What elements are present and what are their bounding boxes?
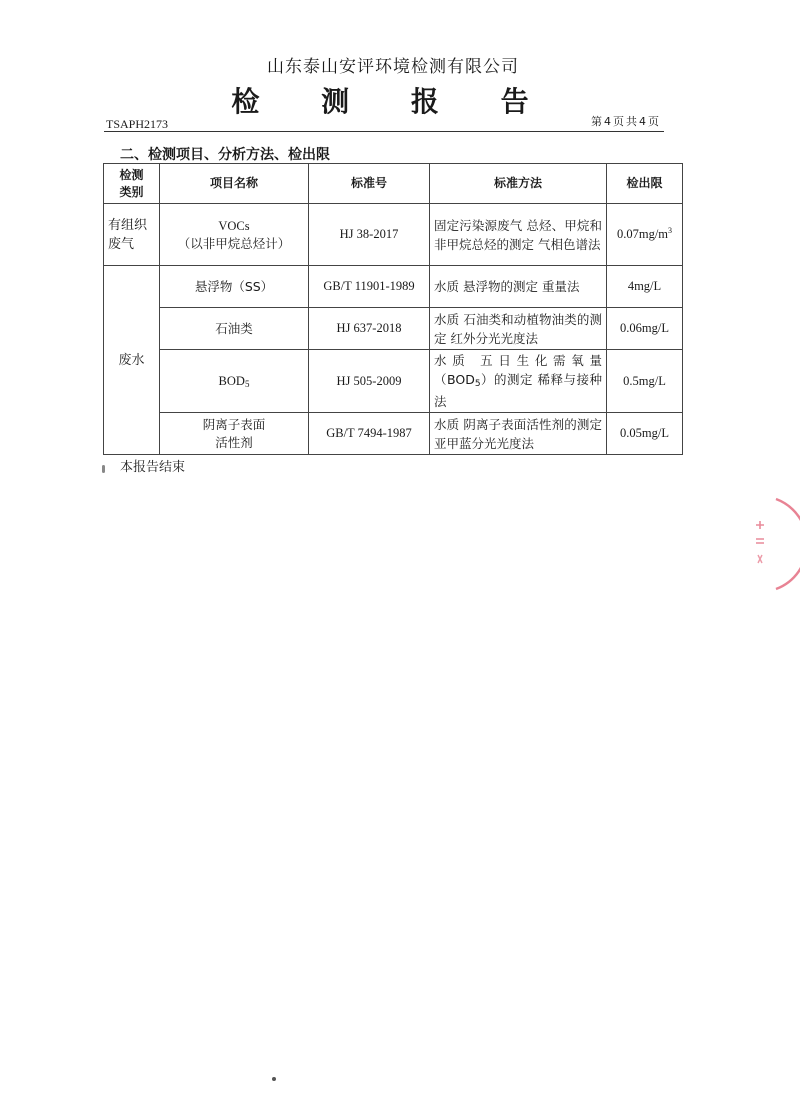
standard-cell: HJ 38-2017	[309, 204, 430, 266]
report-title: 检 测 报 告	[231, 85, 555, 118]
item-line2: 活性剂	[215, 434, 253, 450]
table-row	[104, 204, 683, 266]
methods-table	[103, 163, 683, 455]
limit-value: 0.07mg/m	[616, 227, 669, 242]
limit-cell: 0.5mg/L	[607, 350, 683, 413]
item-cell	[160, 350, 309, 413]
item-cell: 悬浮物（SS）	[160, 266, 309, 308]
table-row	[104, 308, 683, 350]
table-header-row	[104, 164, 683, 204]
end-of-report-note: 本报告结束	[120, 460, 186, 475]
item-line2: （以非甲烷总烃计）	[177, 235, 291, 251]
page-indicator	[560, 113, 660, 129]
standard-cell: GB/T 11901-1989	[309, 266, 430, 308]
seal-stamp-fragment	[746, 495, 800, 593]
scan-speck	[272, 1077, 276, 1081]
table-row	[104, 350, 683, 413]
company-name: 山东泰山安评环境检测有限公司	[267, 57, 519, 77]
method-part2: ）的测定 稀释与接种法	[434, 372, 602, 409]
page-current: 4	[604, 115, 611, 128]
report-number: TSAPH2173	[106, 117, 169, 131]
limit-cell: 4mg/L	[607, 266, 683, 308]
limit-cell: 0.05mg/L	[607, 413, 683, 455]
method-subscript: 5	[474, 379, 481, 389]
header-category-line2: 类别	[119, 184, 144, 199]
table-row	[104, 266, 683, 308]
page-word: 页	[613, 115, 624, 128]
scan-speck	[102, 465, 105, 473]
item-line1: 阴离子表面	[202, 416, 266, 432]
header-rule	[104, 131, 664, 132]
page-prefix: 第	[591, 115, 602, 128]
category-line1: 有组织	[108, 217, 148, 233]
method-cell: 水质 石油类和动植物油类的测定 红外分光光度法	[430, 308, 607, 350]
item-line1: VOCs	[218, 218, 250, 233]
method-cell: 水质 阴离子表面活性剂的测定 亚甲蓝分光光度法	[430, 413, 607, 455]
item-cell: 石油类	[160, 308, 309, 350]
page-total: 4	[639, 115, 646, 128]
method-cell	[430, 350, 607, 413]
standard-cell: HJ 637-2018	[309, 308, 430, 350]
header-standard: 标准号	[309, 164, 430, 204]
section-heading: 二、检测项目、分析方法、检出限	[120, 147, 330, 163]
item-subscript: 5	[244, 378, 250, 389]
category-cell: 废水	[104, 266, 160, 455]
category-cell	[104, 204, 160, 266]
header-category	[104, 164, 160, 204]
standard-cell: HJ 505-2009	[309, 350, 430, 413]
header-method: 标准方法	[430, 164, 607, 204]
method-cell: 水质 悬浮物的测定 重量法	[430, 266, 607, 308]
method-part1: 水质 五日生化需氧量（BOD	[434, 353, 602, 387]
header-limit: 检出限	[607, 164, 683, 204]
limit-superscript: 3	[668, 226, 673, 236]
item-main: BOD	[218, 373, 245, 388]
table-row	[104, 413, 683, 455]
method-cell: 固定污染源废气 总烃、甲烷和非甲烷总烃的测定 气相色谱法	[430, 204, 607, 266]
category-line2: 废气	[108, 236, 135, 252]
item-cell	[160, 204, 309, 266]
page-total-prefix: 共	[626, 115, 637, 128]
page-total-suffix: 页	[648, 115, 659, 128]
standard-cell: GB/T 7494-1987	[309, 413, 430, 455]
header-category-line1: 检测	[119, 167, 144, 182]
limit-cell	[607, 204, 683, 266]
limit-cell: 0.06mg/L	[607, 308, 683, 350]
item-cell	[160, 413, 309, 455]
header-item: 项目名称	[160, 164, 309, 204]
